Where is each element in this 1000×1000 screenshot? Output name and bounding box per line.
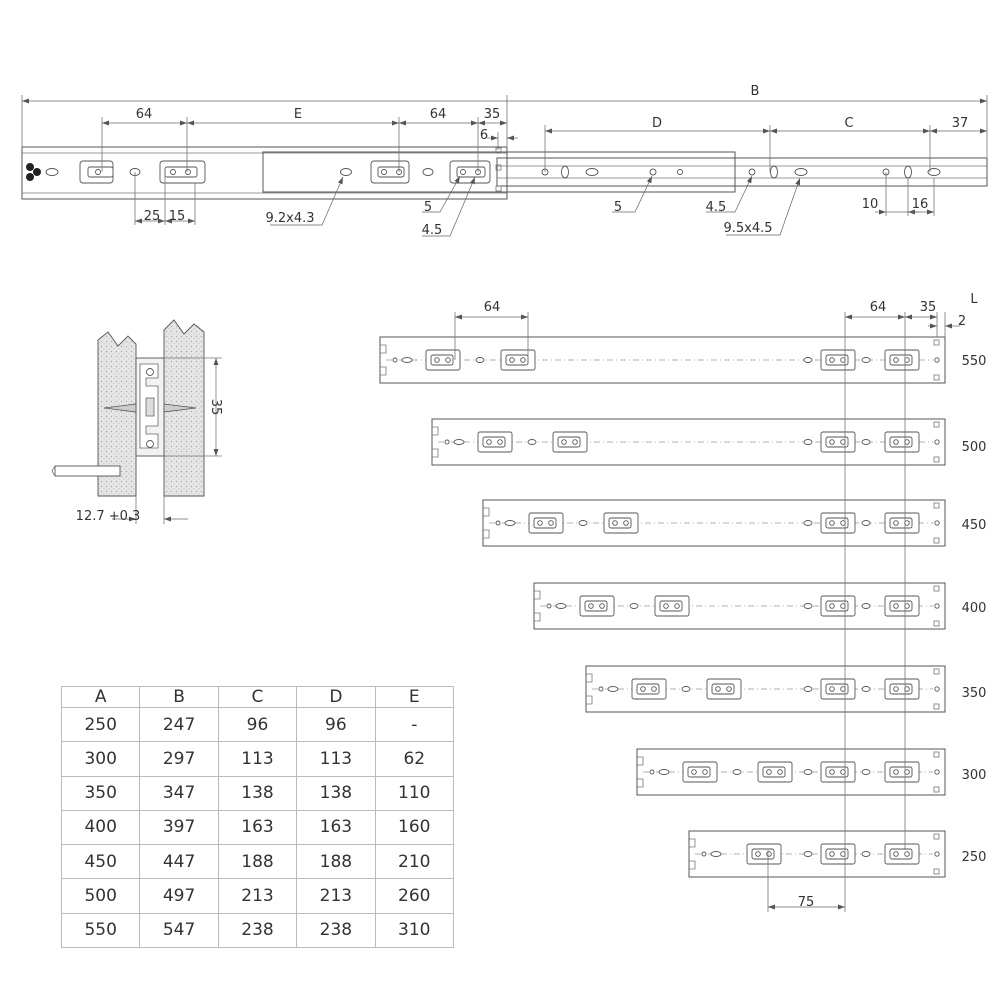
label-length-header: L — [970, 292, 978, 307]
table-cell: 110 — [375, 776, 453, 810]
screw-hole — [830, 521, 835, 526]
label-hole-45a: 4.5 — [421, 223, 443, 238]
rail-tab — [934, 621, 939, 626]
screw-hole — [613, 521, 618, 526]
table-cell: 163 — [218, 810, 296, 844]
rail-variant — [534, 583, 945, 629]
screw-hole — [894, 852, 899, 857]
rail-tab — [934, 538, 939, 543]
table-row — [62, 776, 454, 810]
rail-hole — [599, 687, 603, 691]
rail-slot — [804, 440, 812, 445]
rail-variant — [689, 831, 945, 877]
rail-notch — [432, 427, 438, 435]
section-view — [52, 320, 222, 524]
table-cell: 310 — [375, 913, 453, 947]
rail-slot — [711, 852, 721, 857]
table-header-cell: A — [62, 687, 140, 708]
length-label: 400 — [961, 601, 987, 616]
rail-hole — [935, 604, 939, 608]
rail-notch — [637, 779, 643, 787]
label-16: 16 — [911, 197, 929, 212]
screw-hole — [727, 687, 732, 692]
screw-hole — [830, 770, 835, 775]
label-d: D — [651, 116, 663, 131]
rail-hole — [935, 521, 939, 525]
rail-tab — [934, 503, 939, 508]
rail-tab — [934, 869, 939, 874]
rail-notch — [483, 530, 489, 538]
rail-tab — [934, 752, 939, 757]
screw-hole — [692, 770, 697, 775]
table-row — [62, 879, 454, 913]
label-slot-95x45: 9.5x4.5 — [723, 221, 773, 236]
screw-hole — [652, 687, 657, 692]
rail-hole — [393, 358, 397, 362]
table-header-cell: D — [297, 687, 375, 708]
screw-hole — [446, 358, 451, 363]
rail-slot — [608, 687, 618, 692]
screw-hole — [675, 604, 680, 609]
rail-tab — [934, 704, 939, 709]
screw-hole — [600, 604, 605, 609]
table-cell: 300 — [62, 742, 140, 776]
rail-hole — [935, 440, 939, 444]
table-cell: 188 — [297, 845, 375, 879]
label-variant-75: 75 — [797, 895, 815, 910]
rail-tab — [934, 340, 939, 345]
rail-slot — [579, 521, 587, 526]
screw-hole — [767, 770, 772, 775]
rail-hole — [547, 604, 551, 608]
table-header-row — [62, 687, 454, 708]
rail-slot — [505, 521, 515, 526]
rail-notch — [586, 674, 592, 682]
table-cell: 550 — [62, 913, 140, 947]
rail-slot — [804, 604, 812, 609]
rail-notch — [380, 367, 386, 375]
length-label: 450 — [961, 518, 987, 533]
label-hole-5a: 5 — [423, 200, 433, 215]
label-64-left: 64 — [135, 107, 153, 122]
label-slot-92x43: 9.2x4.3 — [265, 211, 315, 226]
top-view-labels — [136, 84, 969, 238]
table-header-cell: E — [375, 687, 453, 708]
length-label: 500 — [961, 440, 987, 455]
screw-hole — [624, 521, 629, 526]
screw-hole — [498, 440, 503, 445]
rail-notch — [534, 591, 540, 599]
screw-hole — [894, 440, 899, 445]
rail-hole — [935, 852, 939, 856]
rail-variants — [380, 337, 945, 877]
rail-tab — [934, 375, 939, 380]
table-cell: 447 — [140, 845, 218, 879]
rail-hole — [935, 770, 939, 774]
label-variant-2: 2 — [957, 314, 967, 329]
table-cell: 138 — [297, 776, 375, 810]
rail-hole — [445, 440, 449, 444]
table-cell: 400 — [62, 810, 140, 844]
rail-slot — [402, 358, 412, 363]
table-header-cell: B — [140, 687, 218, 708]
rail-notch — [637, 757, 643, 765]
rail-variant — [637, 749, 945, 795]
rail-variant — [586, 666, 945, 712]
screw-hole — [894, 358, 899, 363]
table-cell: 260 — [375, 879, 453, 913]
length-label: 300 — [961, 768, 987, 783]
rail-slot — [862, 440, 870, 445]
length-label: 550 — [961, 354, 987, 369]
rail-notch — [689, 839, 695, 847]
screw-hole — [538, 521, 543, 526]
table-cell: 113 — [218, 742, 296, 776]
rail-slot — [454, 440, 464, 445]
rail-slot — [862, 770, 870, 775]
screw-hole — [562, 440, 567, 445]
rail-tab — [934, 422, 939, 427]
screw-hole — [894, 521, 899, 526]
rail-tab — [934, 834, 939, 839]
label-hole-45b: 4.5 — [705, 200, 727, 215]
table-row — [62, 742, 454, 776]
rail-tab — [934, 669, 939, 674]
table-cell: 96 — [218, 708, 296, 742]
screw-hole — [510, 358, 515, 363]
rail-hole — [935, 687, 939, 691]
screw-hole — [830, 687, 835, 692]
rail-notch — [380, 345, 386, 353]
screw-hole — [830, 604, 835, 609]
rail-hole — [702, 852, 706, 856]
table-cell: 547 — [140, 913, 218, 947]
rail-slot — [804, 358, 812, 363]
table-header-cell: C — [218, 687, 296, 708]
label-section-35: 35 — [208, 398, 223, 416]
rail-variant — [432, 419, 945, 465]
table-cell: 238 — [297, 913, 375, 947]
length-label: 350 — [961, 686, 987, 701]
screw-hole — [830, 358, 835, 363]
screw-hole — [703, 770, 708, 775]
table-cell: 397 — [140, 810, 218, 844]
label-hole-5b: 5 — [613, 200, 623, 215]
table-row — [62, 708, 454, 742]
rail-slot — [804, 770, 812, 775]
top-view-rail — [22, 147, 987, 199]
rail-slot — [862, 687, 870, 692]
table-cell: 213 — [297, 879, 375, 913]
table-cell: 188 — [218, 845, 296, 879]
rail-slot — [862, 604, 870, 609]
screw-hole — [830, 852, 835, 857]
table-cell: 113 — [297, 742, 375, 776]
label-10: 10 — [861, 197, 879, 212]
rail-slot — [556, 604, 566, 609]
label-variant-64: 64 — [483, 300, 501, 315]
screw-hole — [894, 687, 899, 692]
rail-tab — [934, 457, 939, 462]
table-cell: 450 — [62, 845, 140, 879]
rail-tab — [934, 787, 939, 792]
rail-notch — [432, 449, 438, 457]
table-cell: 138 — [218, 776, 296, 810]
rail-slot — [804, 852, 812, 857]
rail-slot — [862, 521, 870, 526]
screw-hole — [664, 604, 669, 609]
screw-hole — [767, 852, 772, 857]
rail-notch — [534, 613, 540, 621]
table-cell: 213 — [218, 879, 296, 913]
screw-hole — [716, 687, 721, 692]
screw-hole — [641, 687, 646, 692]
rail-slot — [804, 521, 812, 526]
rail-hole — [496, 521, 500, 525]
label-25: 25 — [143, 209, 161, 224]
screw-hole — [549, 521, 554, 526]
rail-notch — [483, 508, 489, 516]
table-cell: 250 — [62, 708, 140, 742]
dimension-table — [61, 686, 454, 948]
screw-hole — [756, 852, 761, 857]
label-37: 37 — [951, 116, 969, 131]
rail-notch — [689, 861, 695, 869]
label-6: 6 — [479, 128, 489, 143]
screw-hole — [894, 770, 899, 775]
screw-hole — [435, 358, 440, 363]
label-variant-35: 35 — [919, 300, 937, 315]
rail-variant-dimensions — [455, 312, 960, 912]
label-c: C — [844, 116, 854, 131]
table-cell: 497 — [140, 879, 218, 913]
table-cell: 247 — [140, 708, 218, 742]
screw-hole — [894, 604, 899, 609]
rail-notch — [586, 696, 592, 704]
rail-slot — [630, 604, 638, 609]
table-row — [62, 845, 454, 879]
label-35: 35 — [483, 107, 501, 122]
table-cell: 350 — [62, 776, 140, 810]
table-cell: 238 — [218, 913, 296, 947]
rail-slot — [862, 852, 870, 857]
screw-hole — [589, 604, 594, 609]
screw-hole — [830, 440, 835, 445]
label-section-thickness: 12.7 +0.3 — [75, 509, 141, 524]
rail-slot — [528, 440, 536, 445]
rail-hole — [935, 358, 939, 362]
screw-hole — [905, 852, 910, 857]
rail-slot — [804, 687, 812, 692]
label-e: E — [293, 107, 303, 122]
screw-hole — [778, 770, 783, 775]
screw-hole — [487, 440, 492, 445]
table-cell: 210 — [375, 845, 453, 879]
length-label: 250 — [961, 850, 987, 865]
table-cell: 347 — [140, 776, 218, 810]
table-cell: 500 — [62, 879, 140, 913]
table-row — [62, 913, 454, 947]
rail-slot — [682, 687, 690, 692]
rail-slot — [733, 770, 741, 775]
label-variant-64-right: 64 — [869, 300, 887, 315]
table-cell: - — [375, 708, 453, 742]
table-cell: 160 — [375, 810, 453, 844]
rail-tab — [934, 586, 939, 591]
rail-variant — [380, 337, 945, 383]
table-cell: 62 — [375, 742, 453, 776]
screw-hole — [573, 440, 578, 445]
table-cell: 297 — [140, 742, 218, 776]
rail-slot — [476, 358, 484, 363]
rail-variant — [483, 500, 945, 546]
label-64-right: 64 — [429, 107, 447, 122]
rail-slot — [862, 358, 870, 363]
label-15: 15 — [168, 209, 186, 224]
table-cell: 96 — [297, 708, 375, 742]
rail-slot — [659, 770, 669, 775]
rail-hole — [650, 770, 654, 774]
label-b: B — [750, 84, 760, 99]
screw-hole — [521, 358, 526, 363]
table-cell: 163 — [297, 810, 375, 844]
table-row — [62, 810, 454, 844]
